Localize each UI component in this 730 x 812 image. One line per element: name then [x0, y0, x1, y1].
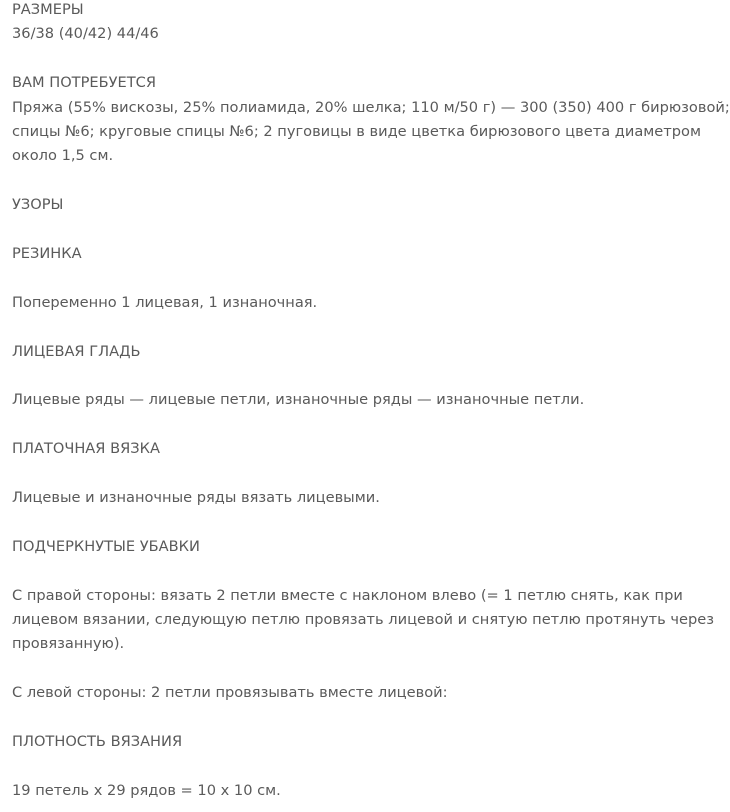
materials-text-line-2: спицы №6; круговые спицы №6; 2 пуговицы в виде цветка бирюзового цвета диаметром — [12, 123, 701, 141]
stockinette-text: Лицевые ряды — лицевые петли, изнаночные ряды — изнаночные петли. — [12, 391, 585, 409]
sizes-value: 36/38 (40/42) 44/46 — [12, 25, 159, 43]
decreases-right-line-2: лицевом вязании, следующую петлю провязать лицевой и снятую петлю протянуть через — [12, 611, 714, 628]
gauge-heading: ПЛОТНОСТЬ ВЯЗАНИЯ — [12, 733, 183, 750]
rib-heading: РЕЗИНКА — [12, 245, 82, 263]
spacer — [12, 413, 652, 437]
materials-text-line-3: около 1,5 см. — [12, 147, 114, 165]
spacer — [12, 510, 652, 534]
document-body — [12, 0, 730, 803]
spacer — [12, 218, 652, 242]
spacer — [12, 169, 652, 193]
gauge-text: 19 петель x 29 рядов = 10 x 10 см. — [12, 781, 281, 799]
decreases-right-line-3: провязанную). — [12, 635, 125, 653]
garter-text: Лицевые и изнаночные ряды вязать лицевыми. — [12, 489, 380, 506]
rib-text: Попеременно 1 лицевая, 1 изнаночная. — [12, 293, 318, 311]
spacer — [12, 266, 652, 290]
spacer — [12, 315, 652, 339]
garter-heading: ПЛАТОЧНАЯ ВЯЗКА — [12, 440, 160, 458]
materials-text-line-1: Пряжа (55% вискозы, 25% полиамида, 20% шелка; 110 м/50 г) — 300 (350) 400 г бирюзовой; — [12, 98, 730, 116]
spacer — [12, 364, 652, 388]
spacer — [12, 706, 652, 730]
spacer — [12, 462, 652, 486]
spacer — [12, 657, 652, 681]
spacer — [12, 47, 652, 71]
materials-heading: ВАМ ПОТРЕБУЕТСЯ — [12, 74, 156, 92]
decreases-right-line-1: С правой стороны: вязать 2 петли вместе с наклоном влево (= 1 петлю снять, как при — [12, 586, 683, 604]
stockinette-heading: ЛИЦЕВАЯ ГЛАДЬ — [12, 342, 141, 360]
spacer — [12, 754, 652, 778]
sizes-heading: РАЗМЕРЫ — [12, 1, 84, 18]
patterns-heading: УЗОРЫ — [12, 196, 64, 214]
decreases-heading: ПОДЧЕРКНУТЫЕ УБАВКИ — [12, 537, 200, 555]
spacer — [12, 559, 652, 583]
decreases-left-text: С левой стороны: 2 петли провязывать вместе лицевой: — [12, 684, 448, 702]
